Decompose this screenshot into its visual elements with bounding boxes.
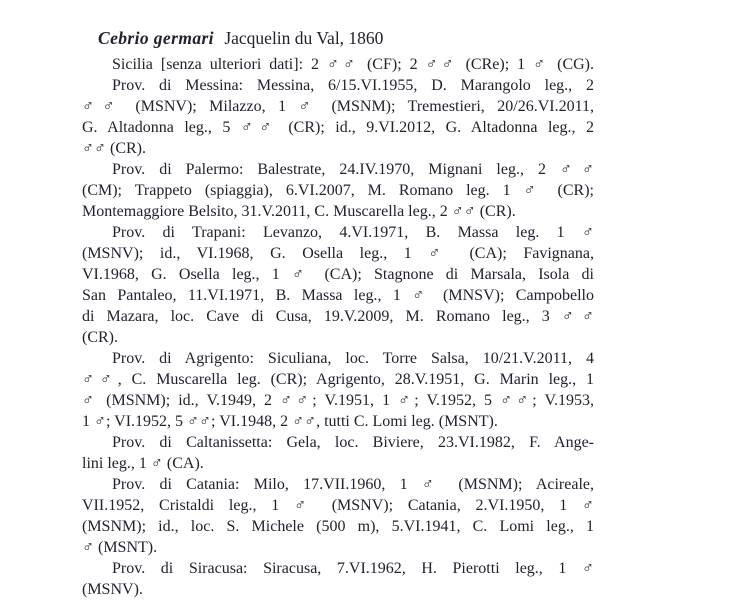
- text-line: Prov. di Agrigento: Siculiana, loc. Torre Salsa, 10/21.V.2011, 4: [112, 350, 594, 367]
- record-paragraph: [82, 432, 594, 474]
- text-line: (CR).: [82, 329, 118, 346]
- text-line: VI.1968, G. Osella leg., 1 ♂ (CA); Stagnone di Marsala, Isola di: [82, 266, 594, 283]
- text-line: VII.1952, Cristaldi leg., 1 ♂ (MSNV); Catania, 2.VI.1950, 1 ♂: [82, 497, 594, 514]
- text-line: (CM); Trappeto (spiaggia), 6.VI.2007, M. Romano leg. 1 ♂ (CR);: [82, 182, 594, 199]
- record-paragraph: [82, 558, 594, 600]
- text-line: ♂♂, C. Muscarella leg. (CR); Agrigento, 28.V.1951, G. Marin leg., 1: [82, 371, 594, 388]
- species-name: Cebrio germari: [98, 28, 214, 48]
- record-paragraph: [82, 54, 594, 75]
- text-line: ♂ (MSNM); id., V.1949, 2 ♂♂; V.1951, 1 ♂; V.1952, 5 ♂♂; V.1953,: [82, 392, 594, 409]
- text-line: (MSNV).: [82, 581, 143, 598]
- text-line: lini leg., 1 ♂ (CA).: [82, 455, 204, 472]
- text-line: (MSNV); id., VI.1968, G. Osella leg., 1 ♂ (CA); Favignana,: [82, 245, 594, 262]
- text-line: Sicilia [senza ulteriori dati]: 2 ♂♂ (CF); 2 ♂♂ (CRe); 1 ♂ (CG).: [112, 56, 594, 73]
- text-line: ♂♂ (MSNV); Milazzo, 1 ♂ (MSNM); Tremestieri, 20/26.VI.2011,: [82, 98, 594, 115]
- species-heading: [98, 26, 594, 50]
- text-line: G. Altadonna leg., 5 ♂♂ (CR); id., 9.VI.2012, G. Altadonna leg., 2: [82, 119, 594, 136]
- record-paragraph: [82, 474, 594, 558]
- text-line: di Mazara, loc. Cave di Cusa, 19.V.2009, M. Romano leg., 3 ♂♂: [82, 308, 594, 325]
- record-paragraph: [82, 75, 594, 159]
- records-text: [82, 54, 594, 600]
- text-column: [82, 26, 594, 600]
- text-line: Prov. di Caltanissetta: Gela, loc. Biviere, 23.VI.1982, F. Ange-: [112, 434, 594, 451]
- text-line: San Pantaleo, 11.VI.1971, B. Massa leg., 1 ♂ (MNSV); Campobello: [82, 287, 594, 304]
- text-line: ♂♂ (CR).: [82, 140, 146, 157]
- text-line: Montemaggiore Belsito, 31.V.2011, C. Muscarella leg., 2 ♂♂ (CR).: [82, 203, 516, 220]
- record-paragraph: [82, 222, 594, 348]
- text-line: ♂ (MSNT).: [82, 539, 158, 556]
- text-line: Prov. di Catania: Milo, 17.VII.1960, 1 ♂ (MSNM); Acireale,: [112, 476, 594, 493]
- text-line: 1 ♂; VI.1952, 5 ♂♂; VI.1948, 2 ♂♂, tutti C. Lomi leg. (MSNT).: [82, 413, 498, 430]
- text-line: Prov. di Palermo: Balestrate, 24.IV.1970, Mignani leg., 2 ♂♂: [112, 161, 594, 178]
- record-paragraph: [82, 159, 594, 222]
- text-line: Prov. di Siracusa: Siracusa, 7.VI.1962, H. Pierotti leg., 1 ♂: [112, 560, 594, 577]
- species-authority: Jacquelin du Val, 1860: [224, 28, 384, 48]
- text-line: (MSNM); id., loc. S. Michele (500 m), 5.VI.1941, C. Lomi leg., 1: [82, 518, 594, 535]
- record-paragraph: [82, 348, 594, 432]
- text-line: Prov. di Trapani: Levanzo, 4.VI.1971, B. Massa leg. 1 ♂: [112, 224, 594, 241]
- text-line: Prov. di Messina: Messina, 6/15.VI.1955, D. Marangolo leg., 2: [112, 77, 594, 94]
